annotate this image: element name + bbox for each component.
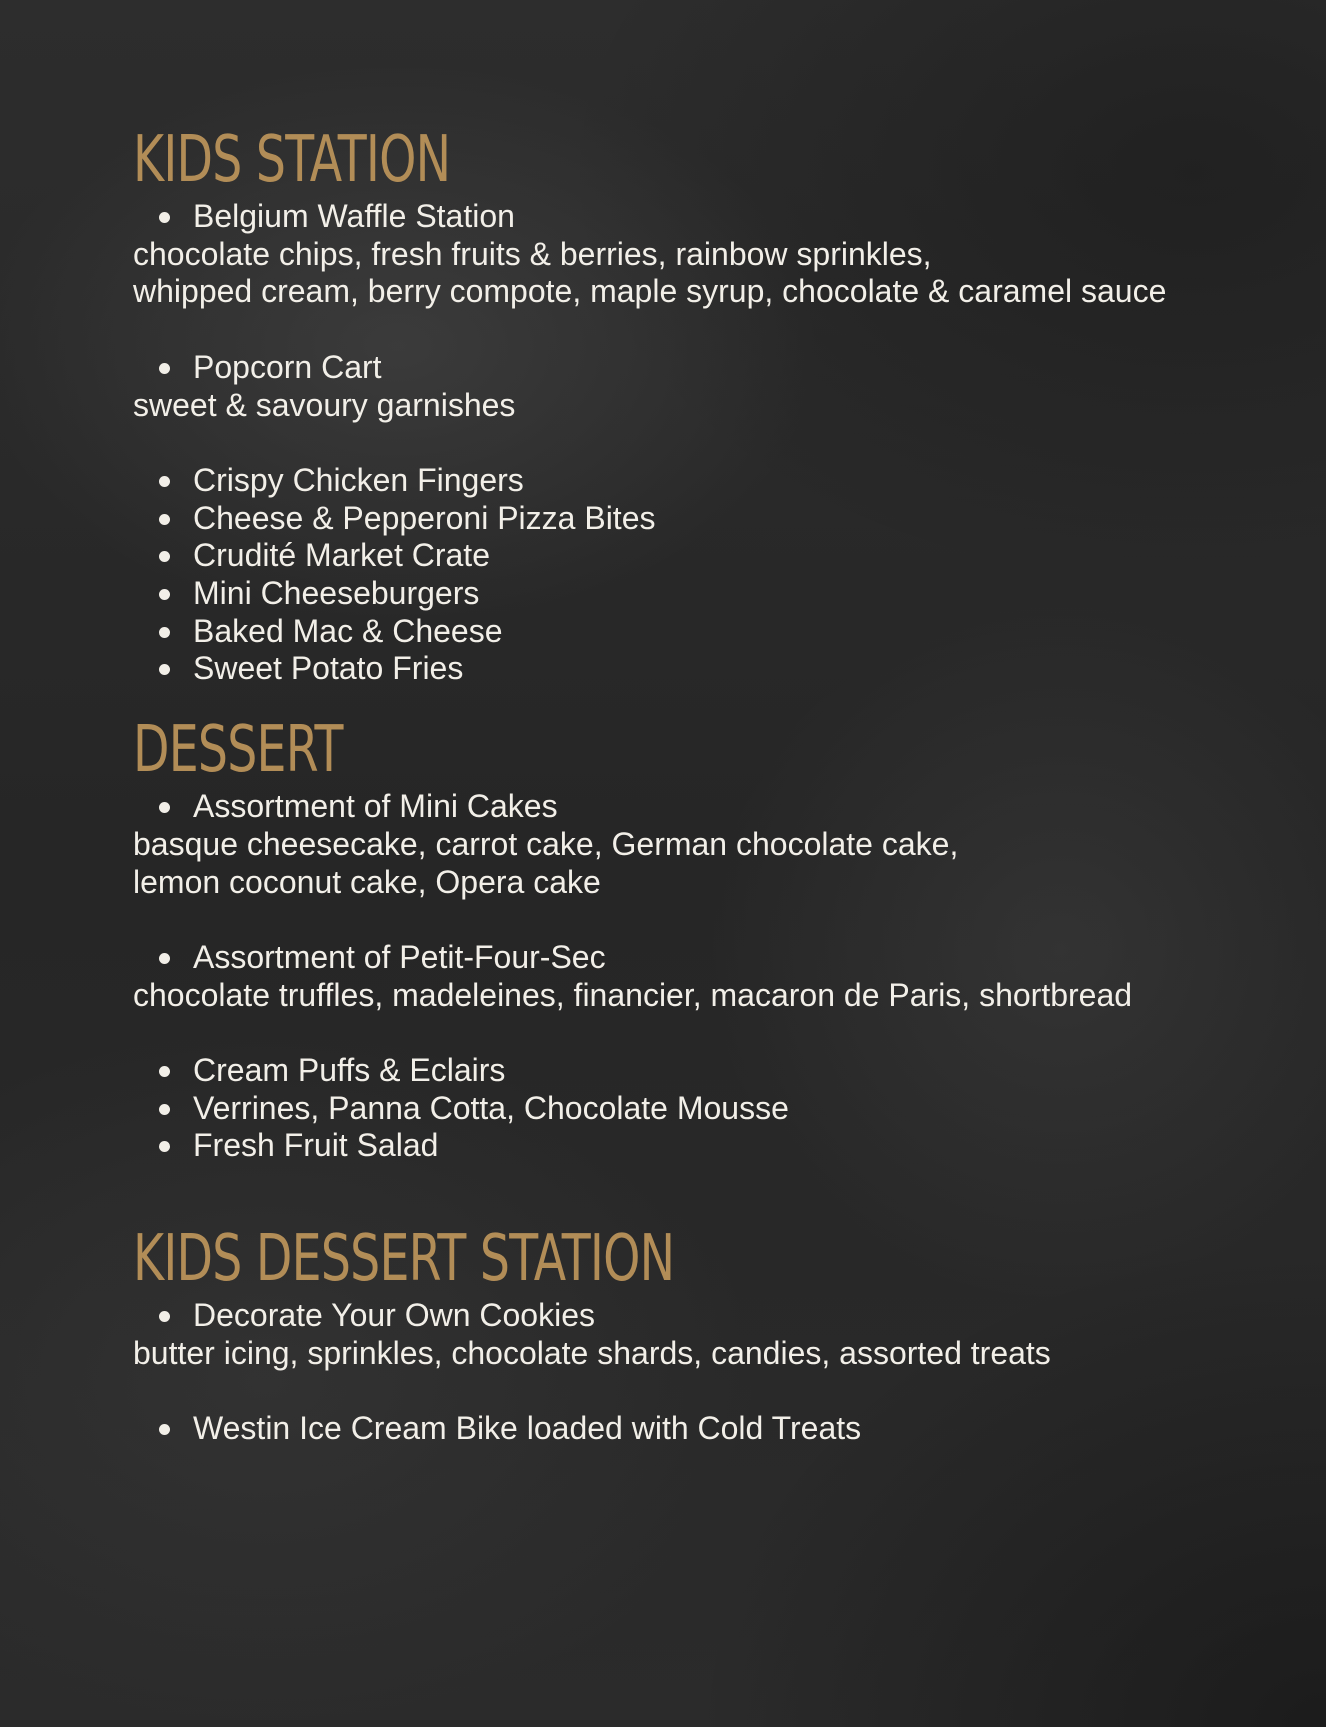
- menu-item-description: sweet & savoury garnishes: [133, 386, 516, 423]
- section-title: KIDS DESSERT STATION: [133, 1222, 675, 1297]
- menu-item-name: Crispy Chicken Fingers: [193, 461, 524, 498]
- menu-item: [133, 1127, 1253, 1165]
- menu-item-name: Crudité Market Crate: [193, 537, 490, 574]
- bullet-icon: [159, 664, 170, 675]
- menu-item: [133, 650, 1253, 688]
- menu-item: [133, 537, 1253, 575]
- menu-item-name: Mini Cheeseburgers: [193, 575, 480, 611]
- menu-item: [133, 349, 1253, 387]
- menu-item-description: butter icing, sprinkles, chocolate shards, candies, assorted treats: [133, 1334, 1051, 1371]
- menu-item: [133, 788, 1253, 826]
- menu-item: [133, 1090, 1253, 1128]
- menu-item-name: Verrines, Panna Cotta, Chocolate Mousse: [193, 1089, 789, 1126]
- menu-item-name: Westin Ice Cream Bike loaded with Cold Treats: [193, 1410, 862, 1447]
- section-kids-station: [133, 122, 1253, 688]
- bullet-icon: [159, 627, 170, 638]
- bullet-icon: [159, 363, 170, 374]
- menu-item: [133, 462, 1253, 500]
- bullet-icon: [159, 1104, 170, 1115]
- section-title: DESSERT: [133, 713, 343, 788]
- bullet-icon: [159, 1141, 170, 1152]
- menu-item: [133, 939, 1253, 977]
- menu-item-name: Decorate Your Own Cookies: [193, 1297, 595, 1334]
- menu-item-description: whipped cream, berry compote, maple syrup, chocolate & caramel sauce: [133, 273, 1167, 310]
- menu-item-name: Popcorn Cart: [193, 348, 382, 385]
- menu-item-name: Assortment of Petit-Four-Sec: [193, 938, 606, 975]
- menu-item: [133, 1052, 1253, 1090]
- menu-page: [133, 122, 1253, 1448]
- menu-item-description: chocolate chips, fresh fruits & berries, rainbow sprinkles,: [133, 235, 932, 272]
- bullet-icon: [159, 589, 170, 600]
- bullet-icon: [159, 212, 170, 223]
- bullet-icon: [159, 802, 170, 813]
- bullet-icon: [159, 551, 170, 562]
- menu-item: [133, 1297, 1253, 1335]
- menu-item-name: Sweet Potato Fries: [193, 650, 464, 687]
- bullet-icon: [159, 1311, 170, 1322]
- menu-item: [133, 198, 1253, 236]
- menu-item-description: lemon coconut cake, Opera cake: [133, 863, 601, 900]
- section-dessert: [133, 712, 1253, 1165]
- menu-item: [133, 575, 1253, 613]
- menu-item-name: Assortment of Mini Cakes: [193, 788, 558, 825]
- section-kids-dessert-station: [133, 1221, 1253, 1448]
- menu-item: [133, 1410, 1253, 1448]
- menu-item: [133, 613, 1253, 651]
- menu-item-description: chocolate truffles, madeleines, financier, macaron de Paris, shortbread: [133, 976, 1133, 1013]
- menu-item-description: basque cheesecake, carrot cake, German chocolate cake,: [133, 825, 959, 862]
- menu-item: [133, 500, 1253, 538]
- bullet-icon: [159, 514, 170, 525]
- bullet-icon: [159, 476, 170, 487]
- bullet-icon: [159, 953, 170, 964]
- menu-item-name: Fresh Fruit Salad: [193, 1127, 439, 1164]
- section-title: KIDS STATION: [133, 123, 451, 197]
- bullet-icon: [159, 1424, 170, 1435]
- bullet-icon: [159, 1066, 170, 1077]
- menu-item-name: Cheese & Pepperoni Pizza Bites: [193, 499, 656, 536]
- menu-item-name: Baked Mac & Cheese: [193, 612, 503, 649]
- menu-item-name: Cream Puffs & Eclairs: [193, 1052, 506, 1088]
- menu-item-name: Belgium Waffle Station: [193, 198, 515, 234]
